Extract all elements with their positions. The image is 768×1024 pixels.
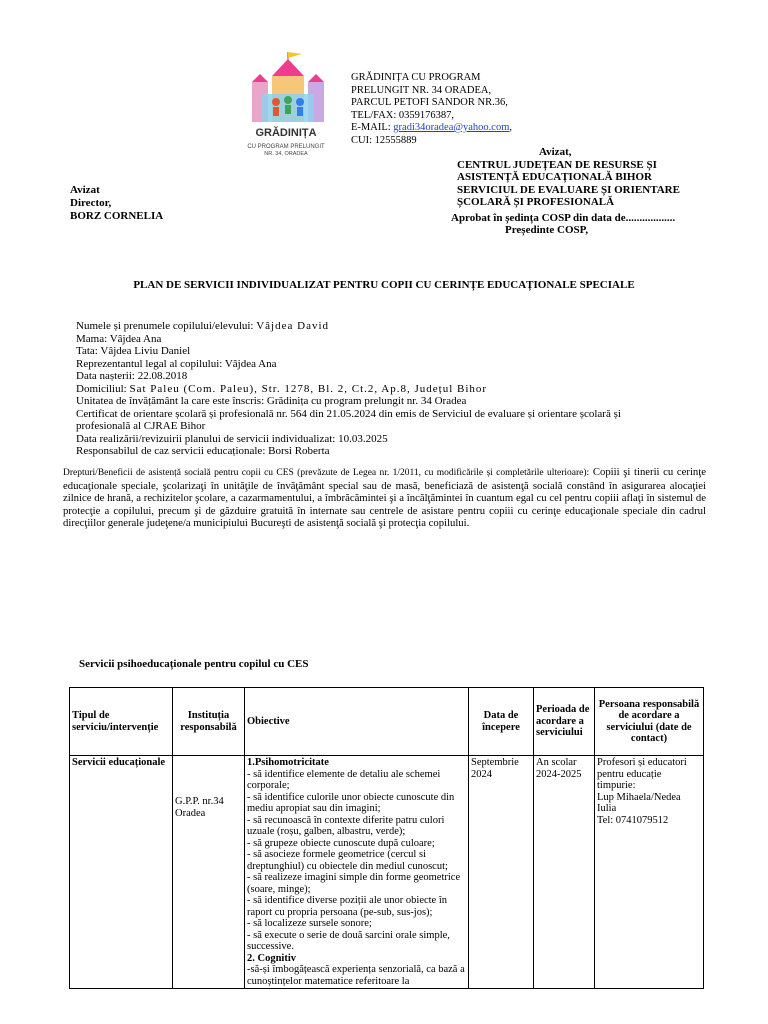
school-line: PRELUNGIT NR. 34 ORADEA, (351, 84, 492, 96)
legal-representative: Reprezentantul legal al copilului: Vâjdea Ana (76, 357, 277, 370)
table-header-row (70, 688, 704, 756)
cell-responsible-person: Profesori și educatori pentru educație timpurie: Lup Mihaela/Nedea Iulia Tel: 0741079512 (595, 756, 704, 989)
cell-period: An scolar 2024-2025 (534, 756, 595, 989)
school-contact-info (351, 72, 581, 147)
header-period: Perioada de acordare a serviciului (534, 688, 595, 756)
header-responsible-person: Persoana responsabilă de acordare a serviciului (date de contact) (595, 688, 704, 756)
svg-text:CU PROGRAM PRELUNGIT: CU PROGRAM PRELUNGIT (247, 144, 325, 150)
father: Tata: Vâjdea Liviu Daniel (76, 345, 191, 357)
castle-logo-icon (232, 50, 340, 162)
cell-service-type: Servicii educaționale (70, 756, 173, 989)
certificate-line: Certificat de orientare școlară și profesională nr. 564 din 21.05.2024 din emis de Serviciul de evaluare și orientare școlară și (76, 407, 621, 420)
case-manager: Responsabilul de caz servicii educaționale: Borsi Roberta (76, 445, 330, 457)
director-approval: Avizat Director, BORZ CORNELIA (70, 184, 164, 222)
cjrae-approval: Avizat, CENTRUL JUDEȚEAN DE RESURSE ȘI ASISTENȚĂ EDUCAȚIONALĂ BIHOR SERVICIUL DE EVALUARE ȘI ORIENTARE ȘCOLARĂ ȘI PROFESIONALĂ (457, 146, 680, 208)
social-benefits-paragraph: Drepturi/Beneficii de asistență socială pentru copii cu CES (prevăzute de Legea nr. 1/2011, cu modificările și completările ulterioare): Copiii şi tinerii cu cerinţe educaţionale speciale, şcolarizaţi în unităţile de învăţământ special sau de masă, beneficiază de asistenţă socială constând în asigurarea alocaţiei zilnice de hrană, a rechizitelor şcolare, a cazarmamentului, a îmbrăcămintei şi a încălţămintei în cuantum egal cu cel pentru copiii aflaţi în sistemul de protecţie a copilului, precum şi de găzduire gratuită în internate sau centrele de asistare pentru copiii cu cerinţe educaţionale speciale din cadrul direcţiilor generale judeţene/a municipiului Bucureşti de asistenţă socială şi protecţia copilului. (63, 466, 706, 529)
svg-text:GRĂDINIȚA: GRĂDINIȚA (255, 127, 317, 139)
svg-text:NR. 34, ORADEA: NR. 34, ORADEA (264, 151, 308, 157)
cosp-approval-line: Aprobat în ședința COSP din data de.................. (451, 212, 676, 224)
school-cui: CUI: 12555889 (351, 134, 417, 146)
cell-start-date: Septembrie 2024 (469, 756, 534, 989)
school-email-line: E-MAIL: gradi34oradea@yahoo.com, (351, 122, 513, 133)
email-link[interactable]: gradi34oradea@yahoo.com (393, 122, 510, 133)
table-row (70, 756, 704, 989)
document-title: PLAN DE SERVICII INDIVIDUALIZAT PENTRU COPII CU CERINȚE EDUCAȚIONALE SPECIALE (133, 279, 635, 291)
cell-objectives: 1.Psihomotricitate - să identifice elemente de detaliu ale schemei corporale; - să identifice culorile unor obiecte cunoscute din mediu apropiat sau din imagini; - să recunoască în contexte diferite patru culori uzuale (roșu, galben, albastru, verde); - să grupeze obiecte cunoscute după culoare; - să asocieze formele geometrice (cercul si dreptunghiul) cu obiectele din mediul cunoscut; - să realizeze imagini simple din forme geometrice (soare, minge); - să identifice diverse poziții ale unor obiecte în raport cu propria persoana (pe-sub, sus-jos); - să localizeze sursele sonore; - să execute o serie de două sarcini orale simple, successive. 2. Cognitiv -să-și îmbogățească experiența senzorială, ca bază a cunoștințelor matematice referitoare la (245, 756, 469, 989)
services-table (69, 687, 704, 989)
cell-institution: G.P.P. nr.34 Oradea (173, 756, 245, 989)
cosp-president: Președinte COSP, (505, 224, 589, 236)
header-institution: Instituția responsabilă (173, 688, 245, 756)
school-unit: Unitatea de învățământ la care este înscris: Grădinița cu program prelungit nr. 34 Oradea (76, 395, 467, 407)
header-start-date: Data de începere (469, 688, 534, 756)
school-line: GRĂDINIȚA CU PROGRAM (351, 72, 481, 83)
school-line: TEL/FAX: 0359176387, (351, 109, 455, 121)
review-date: Data realizării/revizuirii planului de servicii individualizat: 10.03.2025 (76, 432, 388, 445)
child-identity-block (76, 320, 716, 458)
domicile: Domiciliul: Sat Paleu (Com. Paleu), Str. 1278, Bl. 2, Ct.2, Ap.8, Județul Bihor (76, 382, 488, 395)
birth-date: Data nașterii: 22.08.2018 (76, 370, 188, 382)
mother: Mama: Vâjdea Ana (76, 332, 162, 345)
child-name: Numele și prenumele copilului/elevului: Vâjdea David (76, 320, 330, 332)
school-line: PARCUL PETOFI SANDOR NR.36, (351, 97, 508, 108)
certificate-line: profesională al CJRAE Bihor (76, 420, 206, 432)
section-heading: Servicii psihoeducaționale pentru copilul cu CES (79, 658, 309, 670)
header-service-type: Tipul de serviciu/intervenție (70, 688, 173, 756)
kindergarten-logo (232, 50, 340, 162)
header-objectives: Obiective (245, 688, 469, 756)
